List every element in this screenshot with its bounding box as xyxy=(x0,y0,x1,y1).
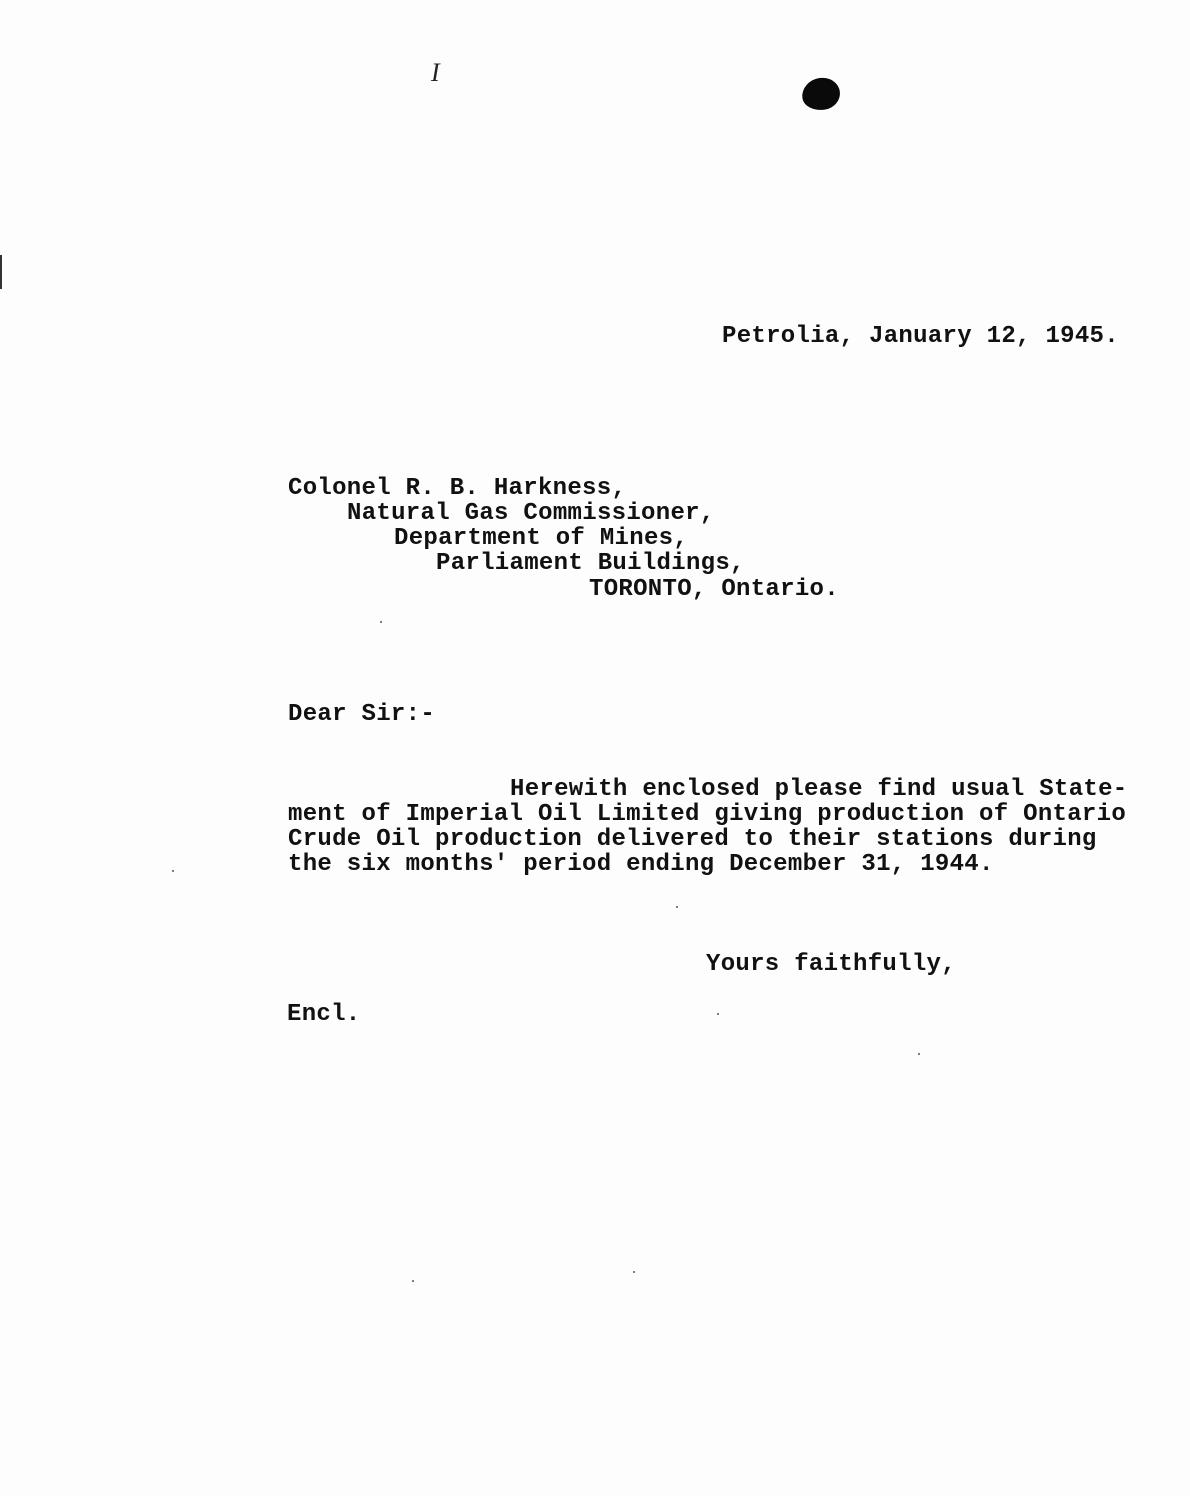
recipient-title: Natural Gas Commissioner, xyxy=(347,500,715,527)
scan-speck xyxy=(717,1013,719,1015)
body-line-4: the six months' period ending December 31, 1944. xyxy=(288,851,994,878)
scan-speck xyxy=(412,1280,414,1282)
page-mark: I xyxy=(431,58,440,87)
dateline: Petrolia, January 12, 1945. xyxy=(722,323,1119,350)
scan-speck xyxy=(633,1271,635,1273)
closing: Yours faithfully, xyxy=(706,951,956,978)
scan-edge-mark xyxy=(0,255,2,289)
scan-speck xyxy=(380,621,382,623)
recipient-name: Colonel R. B. Harkness, xyxy=(288,475,627,502)
ink-blot xyxy=(800,76,842,113)
body-line-1: Herewith enclosed please find usual State- xyxy=(510,776,1128,803)
scan-speck xyxy=(172,870,174,872)
body-line-3: Crude Oil production delivered to their stations during xyxy=(288,826,1097,853)
body-line-2: ment of Imperial Oil Limited giving production of Ontario xyxy=(288,801,1127,828)
recipient-department: Department of Mines, xyxy=(394,525,689,552)
recipient-building: Parliament Buildings, xyxy=(436,550,745,577)
scan-speck xyxy=(918,1053,920,1055)
recipient-city: TORONTO, Ontario. xyxy=(589,576,839,603)
enclosure-note: Encl. xyxy=(287,1001,361,1028)
salutation: Dear Sir:- xyxy=(288,701,436,728)
scan-speck xyxy=(676,906,678,908)
